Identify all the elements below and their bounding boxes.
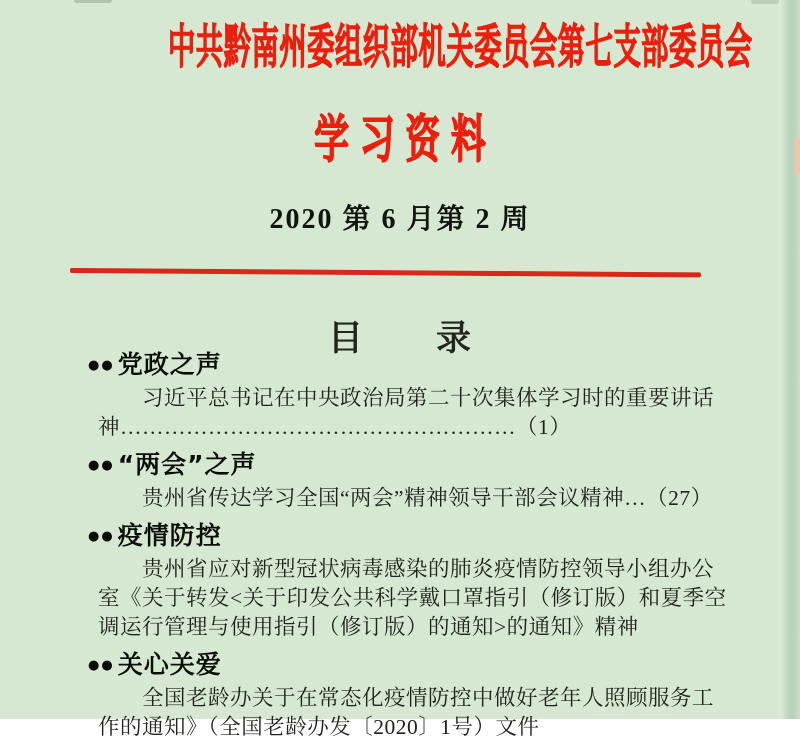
toc-entry-line: 神………………………………………………（1）: [98, 415, 572, 439]
toc-entry-line: 贵州省传达学习全国“两会”精神领导干部会议精神…（27）: [98, 486, 713, 510]
toc-entry-line: 调运行管理与使用指引（修订版）的通知>的通知》精神: [98, 615, 639, 639]
toc-heading: 目 录: [327, 319, 472, 358]
toc-entry-line: 全国老龄办关于在常态化疫情防控中做好老年人照顾服务工: [98, 686, 715, 710]
toc-category-label: “两会”之声: [117, 450, 257, 479]
toc-category: [88, 650, 706, 684]
page-edge-artifact: [795, 138, 800, 174]
toc-category: [88, 350, 706, 384]
table-of-contents: [88, 350, 727, 742]
bullet-icon: ●●: [88, 658, 115, 673]
toc-entry-line: 室《关于转发<关于印发公共科学戴口罩指引（修订版）和夏季空: [98, 586, 727, 610]
toc-section: [88, 450, 713, 513]
issue-line: 2020 第 6 月第 2 周: [269, 204, 531, 235]
toc-category: [88, 521, 706, 555]
toc-entry-line: 贵州省应对新型冠状病毒感染的肺炎疫情防控领导小组办公: [98, 557, 715, 581]
scan-artifact: [751, 0, 779, 4]
toc-entry-line: 习近平总书记在中央政治局第二十次集体学习时的重要讲话: [98, 386, 715, 410]
bullet-icon: ●●: [88, 529, 115, 544]
toc-category: [88, 450, 706, 484]
toc-entry-line: 作的通知》（全国老龄办发〔2020〕1号）文件: [98, 715, 540, 739]
toc-section: [88, 650, 715, 742]
bullet-icon: ●●: [88, 458, 115, 473]
toc-category-label: 党政之声: [117, 350, 222, 379]
scan-artifact: [74, 0, 112, 3]
toc-section: [88, 521, 727, 642]
toc-category-label: 关心关爱: [117, 650, 222, 679]
red-divider-rule: [70, 268, 701, 277]
bullet-icon: ●●: [88, 358, 115, 373]
masthead-doc-title: 学习资料: [314, 113, 497, 169]
toc-category-label: 疫情防控: [117, 521, 222, 550]
masthead-org-title: 中共黔南州委组织部机关委员会第七支部委员会: [168, 22, 753, 74]
toc-section: [88, 350, 715, 442]
